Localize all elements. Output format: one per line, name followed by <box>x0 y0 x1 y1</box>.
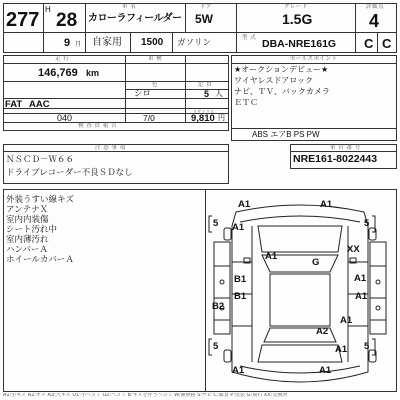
roof <box>270 274 330 326</box>
damage-mark: A1 <box>340 315 353 326</box>
grade: 1.5G <box>282 11 313 27</box>
misc-code: 7/0 <box>143 113 155 123</box>
inspection-item: ホイールカバーＡ <box>6 255 74 265</box>
model-code: DBA-NRE161G <box>262 38 337 50</box>
damage-mark: A1 <box>355 291 368 302</box>
rear-bumper <box>240 366 360 373</box>
inspection-item: ハンバーＡ <box>6 245 48 255</box>
damage-mark: B1 <box>234 274 247 285</box>
inspection-item: 外装うすい線キズ <box>6 195 74 205</box>
damage-mark: B1 <box>234 291 247 302</box>
displacement: 1500 <box>141 37 164 48</box>
inspection-item: 室内内装傷 <box>6 215 49 225</box>
mileage-label: 走 行 <box>55 56 70 62</box>
lot-number: 277 <box>6 9 40 31</box>
damage-mark: G <box>312 257 320 268</box>
color-label: 色 <box>152 82 159 88</box>
tire-bracket <box>372 216 375 232</box>
model-code-label: 型 式 <box>242 35 257 41</box>
transmission: FAT <box>5 99 23 110</box>
report-label: 検 査 員 報 告 <box>78 123 117 129</box>
sales-point-item: ナビ、ＴＶ、バックカメラ <box>234 87 330 96</box>
recycle-fee: 9,810 <box>191 113 215 124</box>
capacity-label: 定 員 <box>198 82 213 88</box>
era: H <box>45 5 51 14</box>
usage: 自家用 <box>92 37 122 48</box>
damage-mark: A1 <box>265 251 278 262</box>
sales-points-title: セールスポイント <box>290 56 338 62</box>
air-conditioner: AAC <box>29 99 50 110</box>
recycle-unit: 円 <box>218 114 225 122</box>
body-color: シロ <box>134 89 152 99</box>
grade-label: グレード <box>284 4 309 10</box>
hood <box>258 226 342 252</box>
interior-grade: C <box>364 36 374 51</box>
car-name: カローラフィールダー <box>88 13 182 24</box>
tire-mark: 5 <box>364 341 370 352</box>
tire-mark: 5 <box>213 341 219 352</box>
score-label: 評価点 <box>366 4 385 10</box>
front-bumper <box>240 216 360 222</box>
chassis-number: NRE161-8022443 <box>293 153 378 165</box>
inspection-label: 車 検 <box>148 56 163 62</box>
doors-label: ドア <box>200 4 212 10</box>
damage-mark: A1 <box>335 344 348 355</box>
sales-point-item: ★オークションデビュー★ <box>234 65 329 74</box>
sales-point-item: ＥＴＣ <box>234 98 258 107</box>
tire-bracket <box>209 216 212 232</box>
damage-mark: A2 <box>316 326 329 337</box>
auction-score: 4 <box>369 11 380 31</box>
sales-point-item: ワイヤレスドアロック <box>234 76 314 85</box>
door-type: 5W <box>195 12 213 26</box>
inspection-item: シート汚れ中 <box>6 225 58 235</box>
tire-mark: 5 <box>364 218 370 229</box>
month: 9 <box>64 37 71 49</box>
mileage: 146,769 <box>38 67 78 79</box>
fuel: ガソリン <box>177 38 212 48</box>
recycle-label: リサイクル <box>193 108 215 114</box>
car-name-label: 車 名 <box>122 4 137 10</box>
color-code: 040 <box>57 113 73 123</box>
inspection-item: アンテナＸ <box>6 205 49 215</box>
tire-bracket <box>372 339 375 355</box>
damage-legend: A1:小キズ A2:キズ A3:大キズ U1:小ヘコミ U2:ヘコミ B:キズを伴うヘコミ W:補修跡 S:サビ C:腐食 P:塗装 G:飛石 XX:交換済 <box>3 393 288 398</box>
month-unit: 月 <box>75 41 82 48</box>
damage-mark: A1 <box>238 199 251 210</box>
note-line: ドライブレコーダー不良ＳＤなし <box>6 168 133 178</box>
model-year: 28 <box>56 10 78 31</box>
damage-mark: XX <box>347 244 360 255</box>
damage-mark: B2 <box>212 301 225 312</box>
exterior-grade: C <box>382 36 392 51</box>
trunk <box>258 345 342 362</box>
chassis-label: 車 台 番 号 <box>330 145 361 151</box>
tire-mark: 5 <box>213 218 219 229</box>
note-line: ＮＳＣＤ－Ｗ６６ <box>6 155 75 165</box>
seats-unit: 人 <box>215 89 223 98</box>
inspection-item: 室内薄汚れ <box>6 235 49 245</box>
damage-mark: A1 <box>320 199 333 210</box>
mileage-unit: km <box>86 68 100 78</box>
damage-mark: A1 <box>232 365 245 376</box>
equipment-list: ABS エアB PS PW <box>252 130 320 139</box>
seats: 5 <box>204 89 210 99</box>
rear-left-wheel <box>224 350 231 362</box>
tire-bracket <box>209 339 212 355</box>
damage-mark: A1 <box>319 365 332 376</box>
front-left-wheel <box>224 228 231 240</box>
damage-mark: A1 <box>354 273 367 284</box>
damage-mark: A1 <box>232 222 245 233</box>
notes-title: 注 意 事 項 <box>95 145 126 151</box>
